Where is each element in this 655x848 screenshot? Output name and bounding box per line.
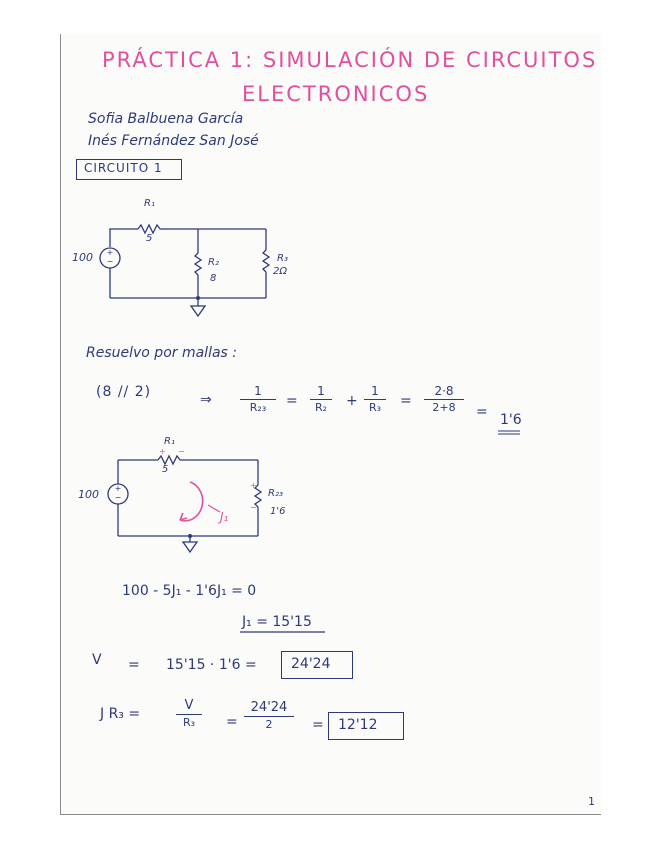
c1-r2-label: R₂ [208, 257, 219, 268]
ir3-fraction-1: V R₃ [176, 698, 202, 729]
fraction-3-r3: $\frac{1}{\text{R₃}}$ [364, 384, 386, 414]
v-result: 24'24 [291, 656, 331, 672]
c1-r1-value: 5 [146, 233, 153, 244]
c2-r23-label: R₂₃ [268, 488, 283, 499]
c1-r1-label: R₁ [144, 198, 155, 209]
title-line-2: ELECTRONICOS [242, 82, 430, 106]
svg-text:−: − [114, 493, 122, 502]
c2-r23-value: 1'6 [270, 506, 286, 517]
mesh-current-label: J₁ [220, 510, 229, 524]
c2-r1-label: R₁ [164, 436, 175, 447]
c1-r3-label: R₃ [277, 253, 288, 264]
ir3-fraction-2: 24'24 2 [244, 700, 294, 731]
svg-text:+: + [250, 481, 257, 490]
svg-text:−: − [178, 447, 185, 456]
method-text: Resuelvo por mallas : [86, 345, 238, 361]
v-equals: = [128, 657, 140, 673]
c2-r1-value: 5 [162, 464, 169, 475]
author-1: Sofia Balbuena García [88, 111, 244, 127]
source-minus-sign: − [106, 257, 114, 266]
c1-r3-value: 2Ω [273, 266, 288, 277]
mesh-current-arrow [180, 482, 203, 521]
ir3-equals-1: = [226, 714, 238, 730]
v-expression: 15'15 · 1'6 = [166, 657, 257, 673]
fraction-4: $\frac{2\cdot 8}{2+8}$ [424, 384, 464, 414]
author-2: Inés Fernández San José [88, 133, 259, 149]
title-line-1: PRÁCTICA 1: SIMULACIÓN DE CIRCUITOS [102, 48, 598, 72]
current-j1: J₁ = 15'15 [242, 614, 312, 630]
plus-sign: + [346, 393, 358, 409]
fraction-1-r23: $\frac{1}{\text{R₂₃}}$ [240, 384, 276, 414]
ir3-lhs: J R₃ = [100, 706, 141, 722]
equals-1: = [286, 393, 298, 409]
page-number: 1 [588, 795, 595, 808]
ir3-result: 12'12 [338, 717, 378, 733]
svg-text:−: − [250, 503, 257, 512]
c1-r2-value: 8 [210, 273, 217, 284]
equals-3: = [476, 404, 488, 420]
section-label: CIRCUITO 1 [84, 161, 163, 175]
implies-arrow: ⇒ [200, 392, 212, 408]
parallel-result: 1'6 [500, 412, 522, 428]
svg-text:+: + [114, 484, 122, 493]
equals-2: = [400, 393, 412, 409]
parallel-lhs: (8 // 2) [96, 384, 152, 400]
source-plus-sign: + [106, 248, 114, 257]
ir3-equals-2: = [312, 717, 324, 733]
v-lhs: V [92, 652, 102, 668]
svg-text:+: + [159, 447, 166, 456]
c2-source-value: 100 [78, 488, 99, 501]
kvl-equation: 100 - 5J₁ - 1'6J₁ = 0 [122, 583, 257, 599]
c1-source-value: 100 [72, 251, 93, 264]
fraction-2-r2: $\frac{1}{\text{R₂}}$ [310, 384, 332, 414]
